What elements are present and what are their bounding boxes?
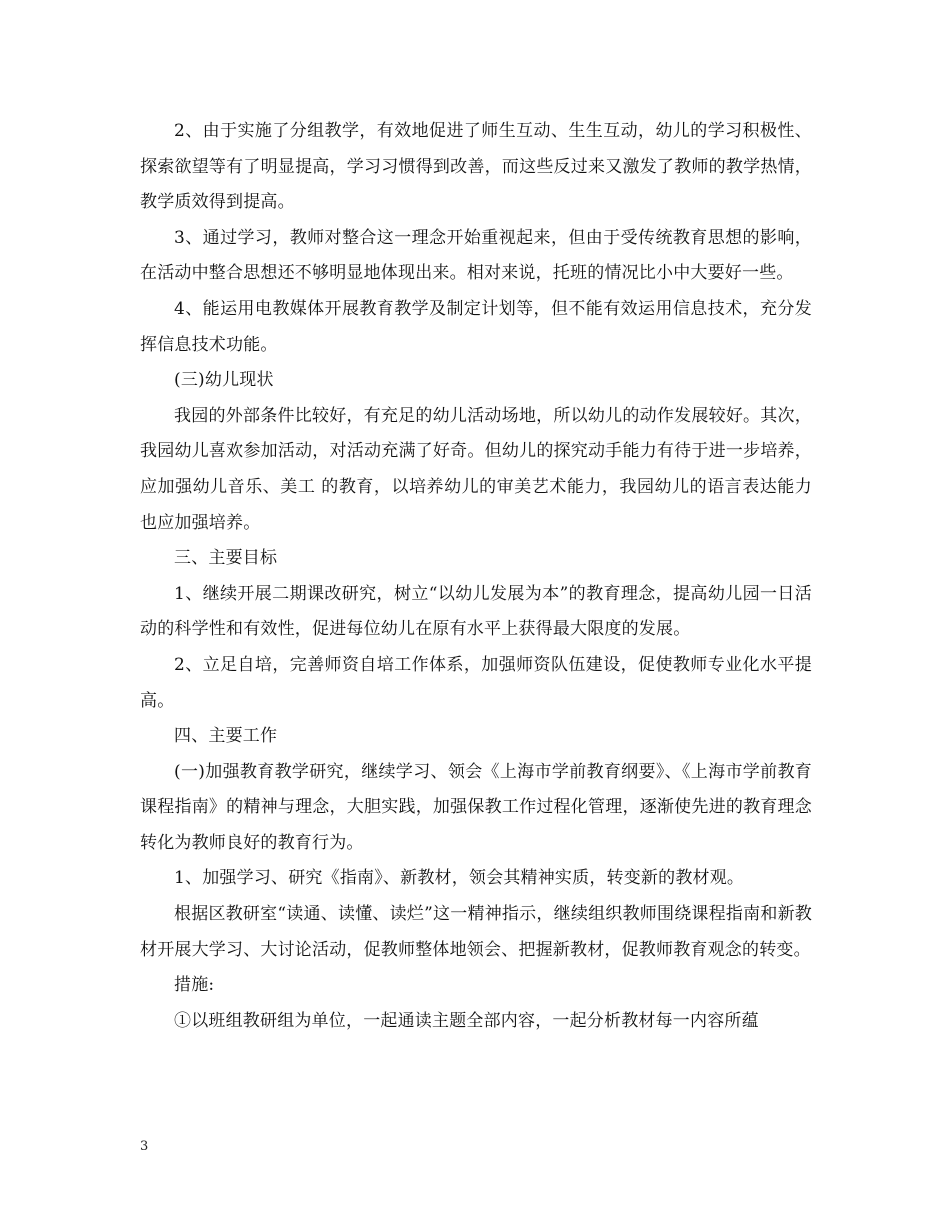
paragraph-9: 根据区教研室“读通、读懂、读烂”这一精神指示，继续组织教师围绕课程指南和新教材开展大学习、大讨论活动，促教师整体地领会、把握新教材，促教师教育观念的转变。 <box>140 904 812 960</box>
paragraph-7: (一)加强教育教学研究，继续学习、领会《上海市学前教育纲要》、《上海市学前教育课程指南》的精神与理念，大胆实践，加强保教工作过程化管理，逐渐使先进的教育理念转化为教师良好的教育行为。 <box>140 761 812 853</box>
measures-label: 措施: <box>174 975 215 996</box>
document-body <box>140 114 812 1039</box>
paragraph-1: 2、由于实施了分组教学，有效地促进了师生互动、生生互动，幼儿的学习积极性、探索欲望等有了明显提高，学习习惯得到改善，而这些反过来又激发了教师的教学热情，教学质效得到提高。 <box>140 121 812 213</box>
paragraph-6: 2、立足自培，完善师资自培工作体系，加强师资队伍建设，促使教师专业化水平提高。 <box>140 654 812 711</box>
paragraph-5: 1、继续开展二期课改研究，树立“以幼儿发展为本”的教育理念，提高幼儿园一日活动的科学性和有效性，促进每位幼儿在原有水平上获得最大限度的发展。 <box>140 583 812 640</box>
paragraph-8: 1、加强学习、研究《指南》、新教材，领会其精神实质，转变新的教材观。 <box>174 868 745 889</box>
section-heading-main-work: 四、主要工作 <box>174 726 278 747</box>
section-heading-children-status: (三)幼儿现状 <box>174 370 274 391</box>
paragraph-3: 4、能运用电教媒体开展教育教学及制定计划等，但不能有效运用信息技术，充分发挥信息技术功能。 <box>140 298 812 355</box>
paragraph-10: ①以班组教研组为单位，一起通读主题全部内容，一起分析教材每一内容所蕴 <box>174 1010 759 1031</box>
section-heading-main-goals: 三、主要目标 <box>174 548 278 569</box>
paragraph-4: 我园的外部条件比较好，有充足的幼儿活动场地，所以幼儿的动作发展较好。其次，我园幼儿喜欢参加活动，对活动充满了好奇。但幼儿的探究动手能力有待于进一步培养，应加强幼儿音乐、美工 的教育，以培养幼儿的审美艺术能力，我园幼儿的语言表达能力也应加强培养。 <box>140 405 812 533</box>
page-number: 3 <box>140 1139 149 1154</box>
paragraph-2: 3、通过学习，教师对整合这一理念开始重视起来，但由于受传统教育思想的影响，在活动中整合思想还不够明显地体现出来。相对来说，托班的情况比小中大要好一些。 <box>140 227 812 284</box>
